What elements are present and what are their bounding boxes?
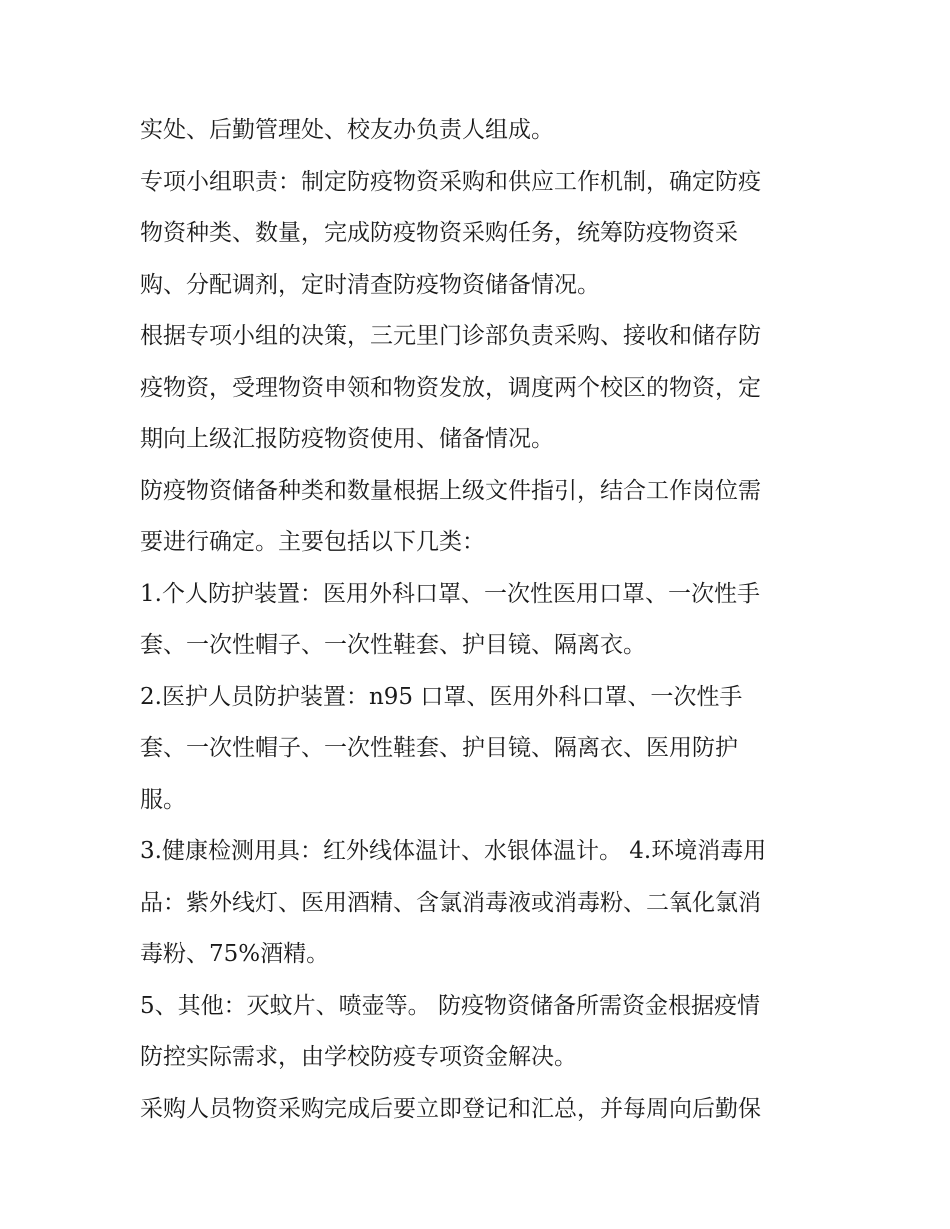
text-line: 期向上级汇报防疫物资使用、储备情况。: [140, 426, 554, 452]
text-line: 购、分配调剂，定时清查防疫物资储备情况。: [140, 271, 600, 298]
text-line: 品：紫外线灯、医用酒精、含氯消毒液或消毒粉、二氧化氯消: [140, 889, 761, 916]
text-line: 防控实际需求，由学校防疫专项资金解决。: [140, 1044, 577, 1070]
text-line: 毒粉、75%酒精。: [140, 941, 330, 967]
text-line: 2.医护人员防护装置：n95 口罩、医用外科口罩、一次性手: [140, 683, 743, 710]
text-line: 套、一次性帽子、一次性鞋套、护目镜、隔离衣、医用防护: [140, 735, 738, 761]
text-line: 服。: [140, 786, 186, 813]
text-line: 实处、后勤管理处、校友办负责人组成。: [140, 117, 554, 143]
text-line: 根据专项小组的决策，三元里门诊部负责采购、接收和储存防: [140, 323, 761, 349]
text-line: 套、一次性帽子、一次性鞋套、护目镜、隔离衣。: [140, 632, 646, 658]
text-line: 1.个人防护装置：医用外科口罩、一次性医用口罩、一次性手: [140, 580, 760, 607]
text-line: 要进行确定。主要包括以下几类：: [140, 529, 485, 555]
text-line: 疫物资，受理物资申领和物资发放，调度两个校区的物资，定: [140, 374, 761, 401]
document-body: [140, 105, 820, 1135]
text-line: 3.健康检测用具：红外线体温计、水银体温计。 4.环境消毒用: [140, 838, 767, 864]
text-line: 5、其他：灭蚊片、喷壶等。 防疫物资储备所需资金根据疫情: [140, 992, 760, 1019]
text-line: 专项小组职责：制定防疫物资采购和供应工作机制，确定防疫: [140, 168, 761, 195]
text-line: 物资种类、数量，完成防疫物资采购任务，统筹防疫物资采: [140, 220, 738, 246]
text-line: 采购人员物资采购完成后要立即登记和汇总，并每周向后勤保: [140, 1095, 761, 1122]
text-line: 防疫物资储备种类和数量根据上级文件指引，结合工作岗位需: [140, 477, 761, 504]
